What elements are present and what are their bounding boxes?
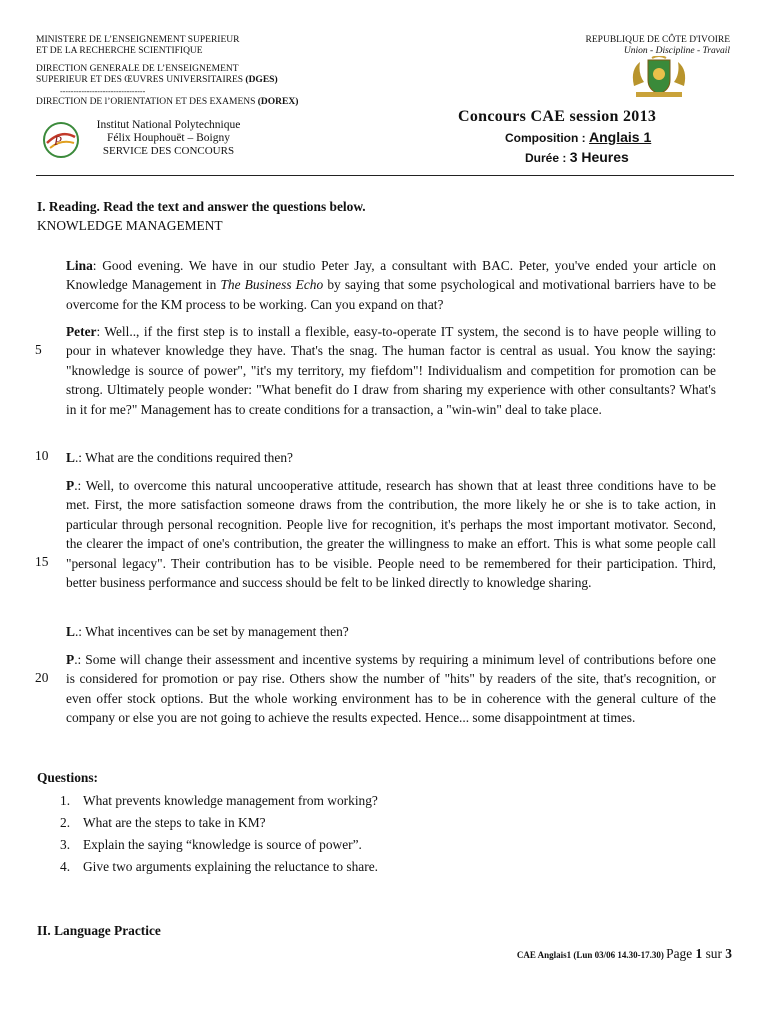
page-footer: CAE Anglais1 (Lun 03/06 14.30-17.30) Page 1 sur 3 bbox=[516, 946, 732, 961]
svg-text:P: P bbox=[54, 133, 62, 148]
section-2-heading: II. Language Practice bbox=[37, 923, 161, 938]
list-item: 2. What are the steps to take in KM? bbox=[60, 815, 266, 830]
header-divider bbox=[36, 175, 734, 176]
line-number: 5 bbox=[35, 342, 42, 357]
dialogue-paragraph: L.: What incentives can be set by management then? bbox=[66, 624, 349, 639]
dialogue-paragraph: Peter: Well.., if the first step is to install a flexible, easy-to-operate IT system, the second is to have people willing to pour in whatever knowledge they have. That's the snag. The human factor is central as usual. You know the saying: "knowledge is source of power", "it's my territory, my fiefdom"! Individualism and competition for promotion can be strong. Ultimately people wonder: "What benefit do I draw from sharing my experience with other consultants? What's in it for me?" Management has to create conditions for a transaction, a "win-win" deal to take place. bbox=[66, 324, 716, 417]
questions-list bbox=[60, 790, 378, 878]
coat-of-arms-icon bbox=[628, 56, 690, 102]
list-item: 4. Give two arguments explaining the reluctance to share. bbox=[60, 859, 378, 874]
header-separator: -------------------------------- bbox=[60, 87, 146, 96]
list-item: 1. What prevents knowledge management from working? bbox=[60, 793, 378, 808]
duration-line: Durée : 3 Heures bbox=[525, 149, 629, 165]
inp-logo-icon bbox=[41, 121, 81, 159]
composition-line: Composition : Anglais 1 bbox=[505, 129, 652, 145]
dorex-header: DIRECTION DE l’ORIENTATION ET DES EXAMENS (DOREX) bbox=[36, 97, 299, 107]
dialogue-paragraph: Lina: Good evening. We have in our studio Peter Jay, a consultant with BAC. Peter, you've ended your article on Knowledge Management in The Business Echo by saying that some psychological and motivational barriers have to be overcome for the KM process to be working. Can you expand on that? bbox=[66, 258, 716, 312]
line-number: 15 bbox=[35, 554, 49, 569]
list-item: 3. Explain the saying “knowledge is source of power”. bbox=[60, 837, 362, 852]
line-number: 20 bbox=[35, 670, 49, 685]
inp-logo-block bbox=[38, 119, 248, 161]
dges-header: DIRECTION GENERALE DE L’ENSEIGNEMENT SUPERIEUR ET DES ŒUVRES UNIVERSITAIRES (DGES) bbox=[36, 64, 278, 85]
line-number: 10 bbox=[35, 448, 49, 463]
republic-header: REPUBLIQUE DE CÔTE D'IVOIRE Union - Discipline - Travail bbox=[585, 35, 730, 56]
questions-heading: Questions: bbox=[37, 770, 99, 785]
exam-title: Concours CAE session 2013 bbox=[458, 108, 657, 125]
dialogue-paragraph: P.: Well, to overcome this natural uncooperative attitude, research has shown that at least three conditions have to be met. First, the more satisfaction someone draws from the contribution, the more likely he or she is to take action, in particular through personal recognition. People live for recognition, it's perhaps the most important motivator. Second, the clearer the impact of one's contribution, the greater the willingness to make an effort. This is what some people call "personal legacy". Their contribution has to be visible. People need to be remembered for their participation. Third, better business performance and success should be felt to be linked directly to knowledge sharing. bbox=[66, 478, 716, 591]
section-1-heading: I. Reading. Read the text and answer the questions below. KNOWLEDGE MANAGEMENT bbox=[37, 199, 366, 234]
dialogue-paragraph: L.: What are the conditions required then? bbox=[66, 450, 293, 465]
ministry-header: MINISTERE DE L’ENSEIGNEMENT SUPERIEUR ET DE LA RECHERCHE SCIENTIFIQUE bbox=[36, 35, 240, 56]
inp-name: Institut National Polytechnique Félix Houphouët – Boigny SERVICE DES CONCOURS bbox=[96, 119, 241, 157]
dialogue-paragraph: P.: Some will change their assessment and incentive systems by requiring a minimum level of contributions before one is considered for promotion or pay rise. Others show the number of "hits" by readers of the site, that's recognition, or even offer stock options. But the whole working environment has to be in coherence with the general culture of the company or else you are not going to achieve the results expected. Hence... some disappointment at times. bbox=[66, 652, 716, 726]
